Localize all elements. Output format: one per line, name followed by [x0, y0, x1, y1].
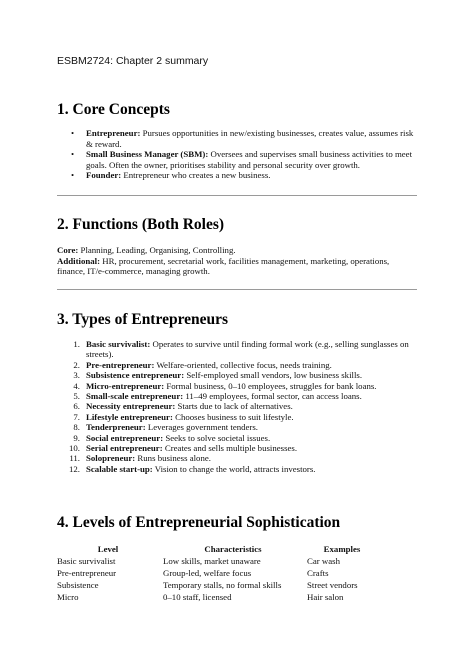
list-item — [70, 149, 420, 170]
list-item — [62, 433, 422, 443]
section-heading-functions: 2. Functions (Both Roles) — [57, 216, 225, 233]
types-list — [62, 339, 422, 474]
list-number: 11. — [69, 453, 80, 464]
additional-text: HR, procurement, secretarial work, facilities management, marketing, operations, finance, IT/e-commerce, managing growth. — [57, 255, 390, 277]
table-row — [57, 579, 381, 591]
list-number: 4. — [73, 380, 80, 391]
list-number: 8. — [73, 422, 80, 433]
table-row — [57, 591, 381, 603]
table-cell: Pre-entrepreneur — [57, 568, 117, 578]
description: Pursues opportunities in new/existing businesses, creates value, assumes risk & reward. — [86, 128, 414, 149]
list-item — [62, 464, 422, 474]
bullet-icon: • — [71, 149, 75, 160]
description: Seeks to solve societal issues. — [165, 432, 271, 443]
table-header-row — [57, 543, 381, 555]
table-cell: Micro — [57, 592, 79, 602]
description: Welfare-oriented, collective focus, needs training. — [156, 359, 332, 370]
description: Formal business, 0–10 employees, struggles for bank loans. — [166, 380, 377, 391]
table-row — [57, 567, 381, 579]
table-cell: Basic survivalist — [57, 556, 116, 566]
list-number: 2. — [73, 359, 80, 370]
table-cell: Low skills, market unaware — [163, 556, 261, 566]
column-header-characteristics: Characteristics — [204, 544, 262, 554]
description: Vision to change the world, attracts investors. — [154, 463, 316, 474]
term: Pre-entrepreneur: — [86, 359, 155, 370]
table-cell: Temporary stalls, no formal skills — [163, 580, 282, 590]
term: Small Business Manager (SBM): — [86, 149, 209, 160]
list-number: 6. — [73, 401, 80, 412]
list-item — [62, 422, 422, 432]
term: Lifestyle entrepreneur: — [86, 411, 173, 422]
bullet-icon: • — [71, 128, 75, 138]
description: Oversees and supervises small business activities to meet goals. Often the owner, prioritises stability and personal security over growth. — [86, 149, 413, 170]
list-item — [70, 170, 420, 181]
term: Solopreneur: — [86, 453, 136, 464]
table-cell: Street vendors — [307, 580, 358, 590]
table-cell: Car wash — [307, 556, 340, 566]
core-concepts-list — [70, 128, 420, 181]
description: Chooses business to suit lifestyle. — [175, 411, 294, 422]
table-cell: Crafts — [307, 568, 329, 578]
list-number: 12. — [69, 463, 80, 474]
term: Micro-entrepreneur: — [86, 380, 165, 391]
bullet-icon: • — [71, 170, 75, 181]
list-item — [62, 401, 422, 411]
list-number: 7. — [73, 411, 80, 422]
list-number: 9. — [73, 432, 80, 443]
description: Operates to survive until finding formal work (e.g., selling sunglasses on streets). — [86, 339, 409, 360]
section-divider — [57, 195, 417, 196]
term: Basic survivalist: — [86, 339, 151, 349]
description: Leverages government tenders. — [147, 422, 258, 433]
list-item — [62, 412, 422, 422]
list-item — [62, 453, 422, 463]
additional-label: Additional: — [57, 255, 101, 266]
list-item — [62, 360, 422, 370]
description: Self-employed small vendors, low business skills. — [186, 370, 363, 381]
list-number: 1. — [73, 339, 80, 349]
term: Subsistence entrepreneur: — [86, 370, 185, 381]
column-header-examples: Examples — [323, 544, 361, 554]
list-item — [62, 443, 422, 453]
term: Serial entrepreneur: — [86, 443, 163, 454]
section-heading-core-concepts: 1. Core Concepts — [57, 101, 170, 118]
list-item — [70, 128, 420, 149]
term: Necessity entrepreneur: — [86, 401, 176, 412]
description: Entrepreneur who creates a new business. — [123, 170, 271, 181]
list-item — [62, 370, 422, 380]
list-item — [62, 381, 422, 391]
levels-table — [57, 543, 381, 603]
term: Entrepreneur: — [86, 128, 141, 138]
functions-paragraph — [57, 245, 419, 277]
table-cell: Subsistence — [57, 580, 99, 590]
core-label: Core: — [57, 245, 79, 255]
description: Creates and sells multiple businesses. — [164, 443, 298, 454]
table-cell: Group-led, welfare focus — [163, 568, 252, 578]
table-cell: Hair salon — [307, 592, 344, 602]
table-row — [57, 555, 381, 567]
section-divider — [57, 289, 417, 290]
list-item — [62, 339, 422, 360]
description: Runs business alone. — [137, 453, 211, 464]
list-item — [62, 391, 422, 401]
core-text: Planning, Leading, Organising, Controlling. — [80, 245, 236, 255]
list-number: 5. — [73, 391, 80, 402]
description: 11–49 employees, formal sector, can access loans. — [185, 391, 362, 402]
section-heading-types: 3. Types of Entrepreneurs — [57, 311, 229, 328]
list-number: 3. — [73, 370, 80, 381]
column-header-level: Level — [97, 544, 119, 554]
document-title: ESBM2724: Chapter 2 summary — [57, 55, 209, 67]
list-number: 10. — [69, 443, 80, 454]
section-heading-levels: 4. Levels of Entrepreneurial Sophistication — [57, 514, 341, 531]
term: Scalable start-up: — [86, 463, 153, 474]
term: Social entrepreneur: — [86, 432, 164, 443]
term: Founder: — [86, 170, 122, 181]
term: Tenderpreneur: — [86, 422, 146, 433]
table-cell: 0–10 staff, licensed — [163, 592, 232, 602]
term: Small-scale entrepreneur: — [86, 391, 184, 402]
description: Starts due to lack of alternatives. — [177, 401, 293, 412]
